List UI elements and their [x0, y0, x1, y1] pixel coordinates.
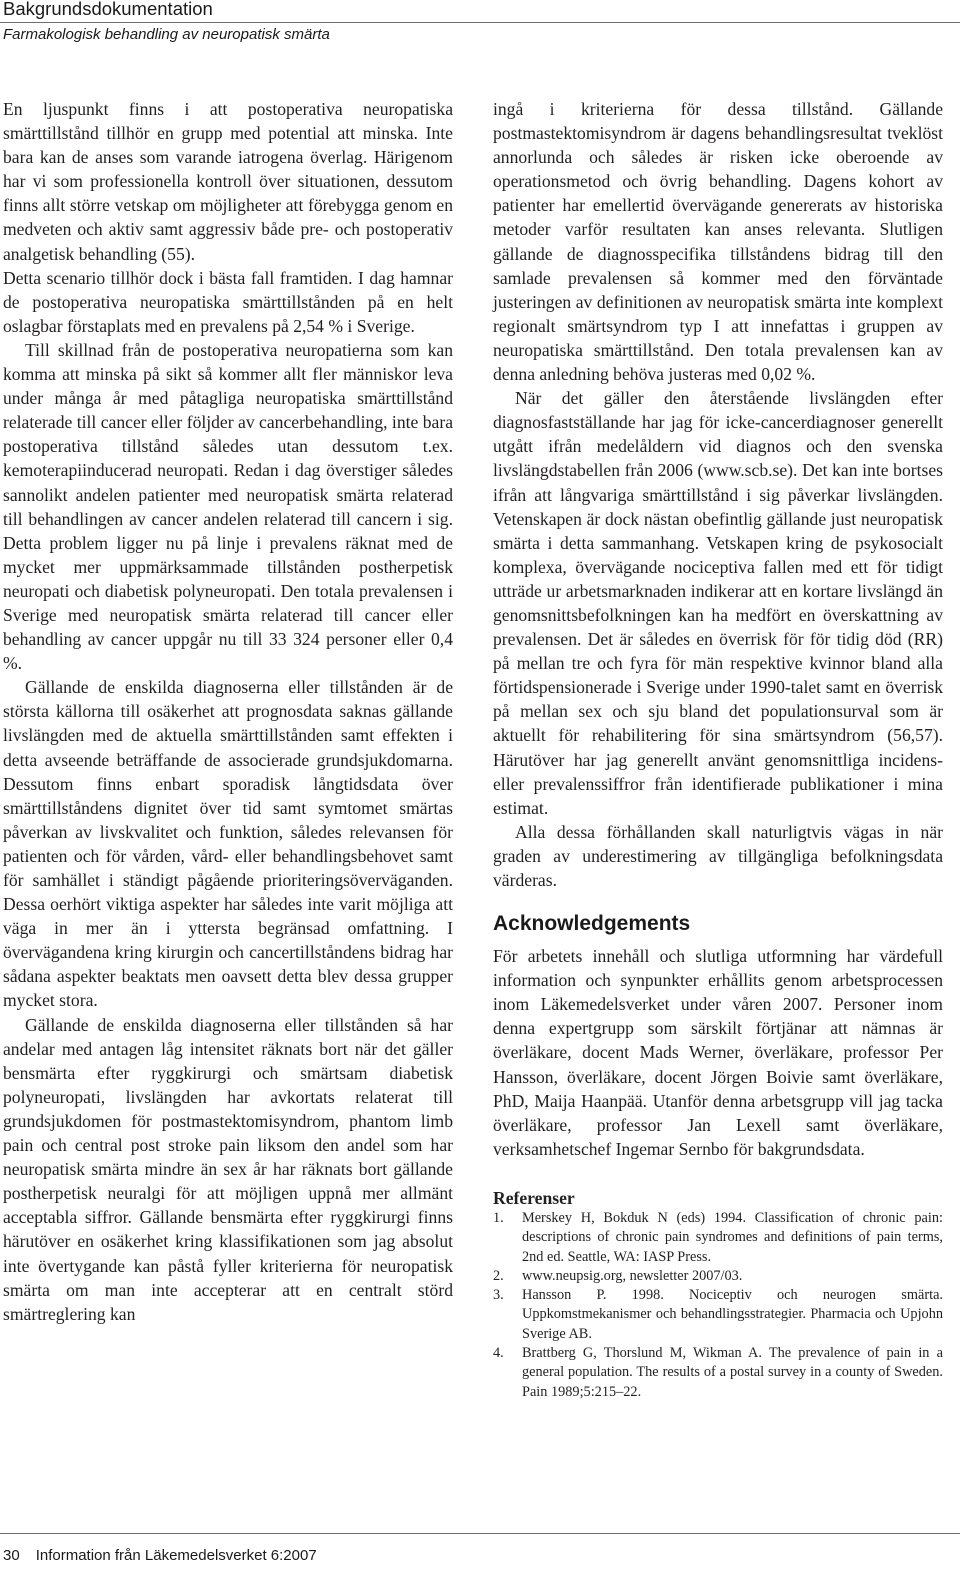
reference-number: 2.: [493, 1267, 504, 1284]
references-heading: Referenser: [493, 1187, 575, 1208]
reference-text: www.neupsig.org, newsletter 2007/03.: [522, 1267, 743, 1284]
reference-number: 3.: [493, 1287, 504, 1304]
page-number: 30: [3, 1547, 20, 1564]
publication-name: Information från Läkemedelsverket 6:2007: [35, 1547, 317, 1564]
document-subtitle: Farmakologisk behandling av neuropatisk smärta: [3, 26, 330, 43]
reference-number: 1.: [493, 1209, 504, 1226]
reference-text: Hansson P. 1998. Nociceptiv och neurogen smärta. Uppkomstmekanismer och behandlingsstrategier. Pharmacia och Upjohn Sverige AB.: [522, 1287, 943, 1342]
paragraph: När det gäller den återstående livslängden efter diagnosfastställande har jag för icke-cancerdiagnoser generellt utgått ifrån medelåldern vid diagnos och den svenska livslängdstabellen från 2006 (www.scb.se). Det kan inte bortses ifrån att långvariga smärttillstånd i sig påverkar livslängden. Vetenskapen är dock nästan obefintlig gällande just neuropatisk smärta i detta sammanhang. Vetskapen kring de psykosocialt komplexa, övervägande nociceptiva fallen med ett för tidigt utträde ur arbetsmarknaden indikerar att en kortare livslängd än genomsnittsbefolkningen kan ha medfört en överskattning av prevalensen. Det är således en överrisk för för tidig död (RR) på mellan tre och fyra för män respektive kvinnor bland alla förtidspensionerade i Sverige under 1990-talet samt en överrisk på mellan sex och sju bland det populationsurval som är aktuellt för rehabilitering för sina smärtsyndrom (56,57). Härutöver har jag generellt använt genomsnittliga incidens- eller prevalenssiffror från identifierade publikationer i mina estimat.: [493, 388, 943, 818]
left-column: [3, 97, 453, 1326]
footer-text: [3, 1547, 317, 1564]
reference-item: [493, 1209, 943, 1267]
reference-item: [493, 1286, 943, 1344]
document-title: Bakgrundsdokumentation: [3, 0, 213, 19]
paragraph: Alla dessa förhållanden skall naturligtvis vägas in när graden av underestimering av tillgängliga befolkningsdata värderas.: [493, 821, 943, 890]
header-divider: [0, 22, 960, 23]
paragraph: En ljuspunkt finns i att postoperativa neuropatiska smärttillstånd tillhör en grupp med potential att minska. Inte bara kan de anses som varande iatrogena överlag. Härigenom har vi som professionella kontroll över situationen, dessutom finns allt större vetskap om möjligheter att förebygga genom en medveten och aktiv samt aggressiv både pre- och postoperativ analgetisk behandling (55).: [3, 99, 453, 264]
reference-text: Merskey H, Bokduk N (eds) 1994. Classification of chronic pain: descriptions of chronic pain syndromes and definitions of pain terms, 2nd ed. Seattle, WA: IASP Press.: [522, 1209, 943, 1265]
right-column: [493, 97, 943, 1402]
reference-item: [493, 1344, 943, 1402]
reference-text: Brattberg G, Thorslund M, Wikman A. The prevalence of pain in a general population. The results of a postal survey in a county of Sweden. Pain 1989;5:215–22.: [522, 1345, 943, 1400]
reference-number: 4.: [493, 1345, 504, 1362]
paragraph: Gällande de enskilda diagnoserna eller tillstånden är de största källorna till osäkerhet att prognosdata saknas gällande livslängden med de aktuella smärttillstånden samt effekten i detta avseende beträffande de associerade grundsjukdomarna. Dessutom finns enbart sporadisk långtidsdata över smärttillståndens dignitet över tid samt symtomet smärtas påverkan av livskvalitet och funktion, således relevansen för patienten och för vården, vård- eller behandlingsbehovet samt för samhället i ständigt pågående prioriteringsöverväganden. Dessa oerhört viktiga aspekter har således inte varit möjliga att väga in mer än i yttersta begränsad omfattning. I övervägandena kring kirurgin och cancertillståndens bidrag har sådana aspekter beaktats men oavsett detta blev dessa grupper mycket stora.: [3, 677, 453, 1011]
paragraph: Gällande de enskilda diagnoserna eller tillstånden så har andelar med antagen låg intensitet räknats bort när det gäller bensmärta efter ryggkirurgi och smärtsam diabetisk polyneuropati, livslängden har avkortats relaterat till grundsjukdomen för postmastektomisyndrom, phantom limb pain och central post stroke pain liksom den andel som har neuropatisk smärta mindre än sex år har räknats bort gällande postherpetisk neuralgi för att möjligen uppnå mer allmänt acceptabla siffror. Gällande bensmärta efter ryggkirurgi finns härutöver en osäkerhet kring klassifikationen som jag absolut inte övertygande kan påstå fyller kriterierna för neuropatisk smärta om man inte accepterar att en centralt störd smärtreglering kan: [3, 1014, 453, 1324]
paragraph: Detta scenario tillhör dock i bästa fall framtiden. I dag hamnar de postoperativa neuropatiska smärttillstånden på en helt oslagbar förstaplats med en prevalens på 2,54 % i Sverige.: [3, 267, 453, 336]
paragraph: Till skillnad från de postoperativa neuropatierna som kan komma att minska på sikt så kommer allt fler människor leva under många år med påtagliga neuropatiska smärttillstånd relaterade till cancer eller följder av cancerbehandling, inte bara postoperativa tillstånd således utan dessutom t.ex. kemoterapiinducerad neuropati. Redan i dag överstiger således sannolikt andelen patienter med neuropatisk smärta relaterad till behandlingen av cancer andelen relaterad till cancern i sig. Detta problem ligger nu på linje i prevalens räknat med de mycket mer uppmärksammade tillstånden postherpetisk neuropati och diabetisk polyneuropati. Den totala prevalensen i Sverige med neuropatisk smärta relaterad till cancer eller behandling av cancer uppgår nu till 33 324 personer eller 0,4 %.: [3, 339, 453, 674]
reference-item: [493, 1267, 943, 1286]
acknowledgements-heading: Acknowledgements: [493, 912, 691, 936]
reference-list: [493, 1209, 943, 1402]
acknowledgements-text: För arbetets innehåll och slutliga utformning har värdefull information och synpunkter erhållits genom arbetsprocessen inom Läkemedelsverket under våren 2007. Personer inom denna expertgrupp som särskilt förtjänar att nämnas är överläkare, docent Mads Werner, överläkare, professor Per Hansson, överläkare, docent Jörgen Boivie samt överläkare, PhD, Maija Haanpää. Utanför denna arbetsgrupp vill jag tacka överläkare, professor Jan Lexell samt överläkare, verksamhetschef Ingemar Sernbo för bakgrundsdata.: [493, 946, 943, 1159]
footer-divider: [0, 1533, 960, 1534]
paragraph: ingå i kriterierna för dessa tillstånd. Gällande postmastektomisyndrom är dagens behandlingsresultat tveklöst annorlunda och således är risken icke oberoende av operationsmetod och övrig behandling. Dagens kohort av patienter har emellertid övervägande genererats av historiska metoder varför resultaten kan anses relevanta. Slutligen gällande de diagnosspecifika tillståndens bidrag till den samlade prevalensen så kommer med den förväntade justeringen av definitionen av neuropatisk smärta inte komplext regionalt smärtsyndrom typ I att innefattas i gruppen av neuropatiska smärttillstånd. Den totala prevalensen kan av denna anledning behöva justeras med 0,02 %.: [493, 99, 943, 385]
